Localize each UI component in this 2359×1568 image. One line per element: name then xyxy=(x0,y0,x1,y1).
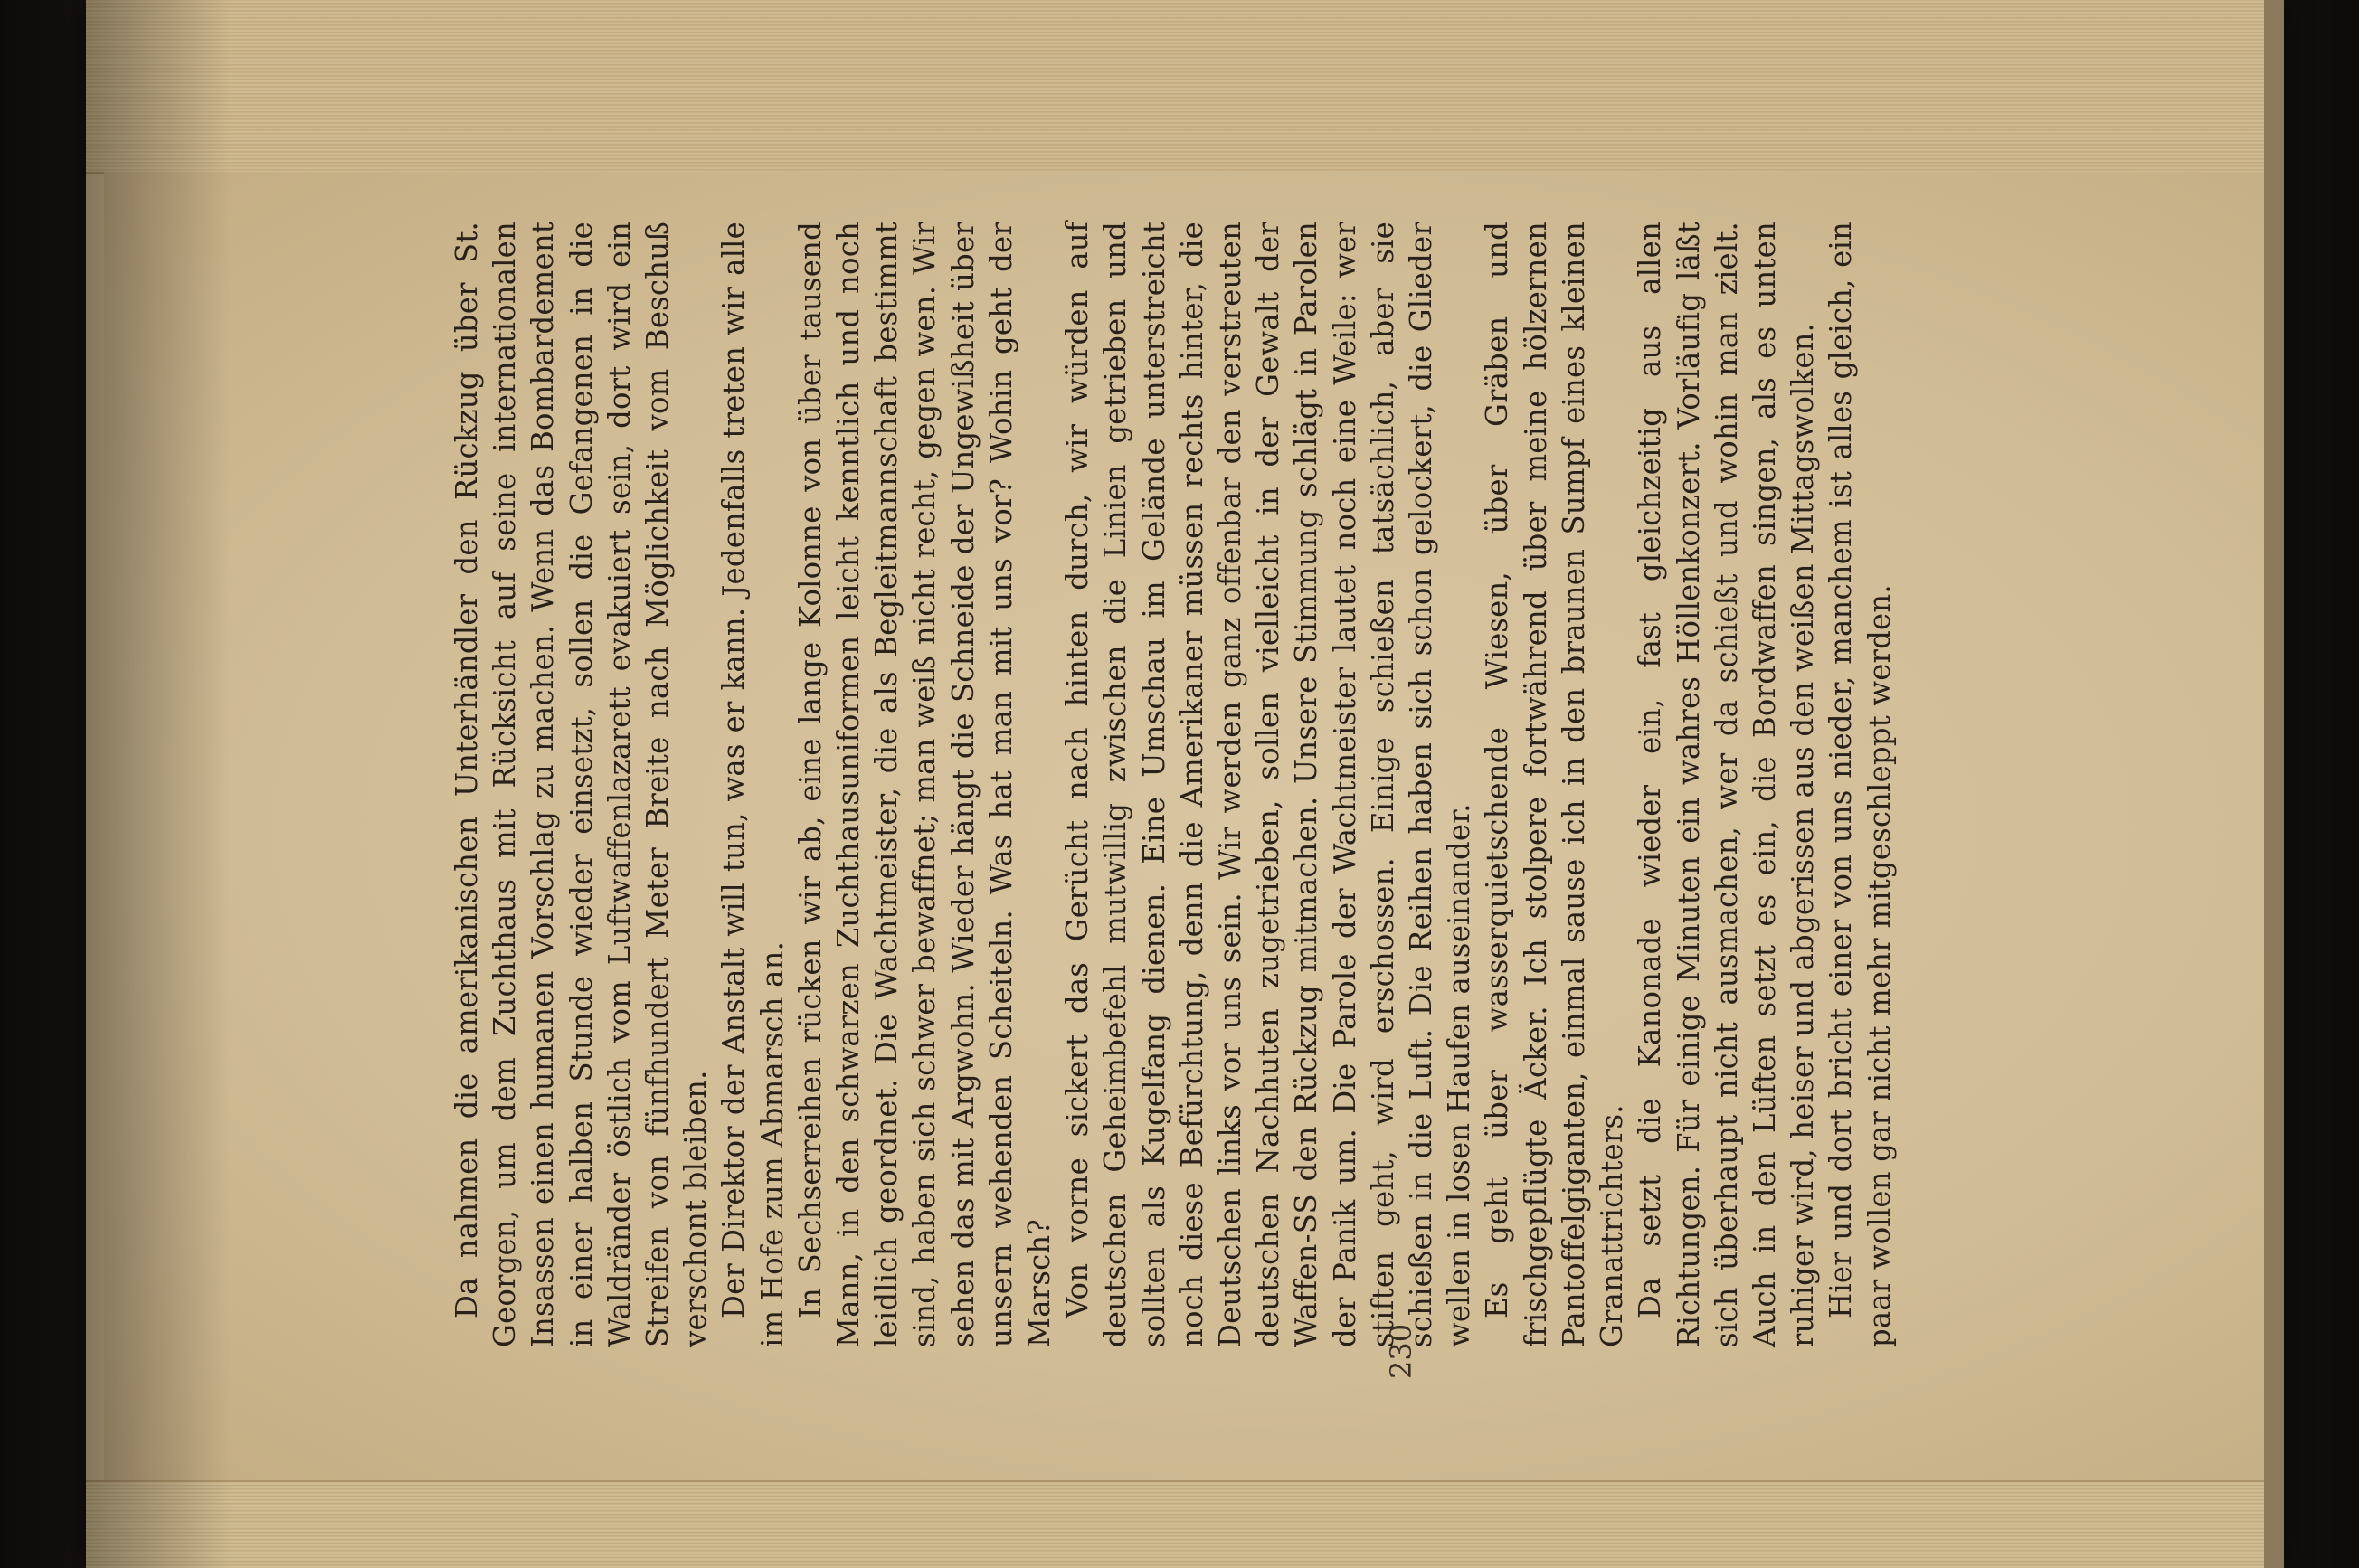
paragraph: Von vorne sickert das Gerücht nach hinten durch, wir würden auf deutschen Geheimbefehl mutwillig zwischen die Linien getrieben und sollten als Kugelfang dienen. Eine Umschau im Gelände unterstreicht noch diese Befürchtung, denn die Amerikaner müssen rechts hinter, die Deutschen links vor uns sein. Wir werden ganz offenbar den verstreuten deutschen Nachhuten zugetrieben, sollen vielleicht in der Gewalt der Waffen-SS den Rückzug mitmachen. Unsere Stimmung schlägt in Parolen der Panik um. Die Parole der Wachtmeister lautet noch eine Weile: wer stiften geht, wird erschossen. Einige schießen tatsächlich, aber sie schießen in die Luft. Die Reihen haben sich schon gelockert, die Glieder wellen in losen Haufen auseinander. xyxy=(1060,222,1477,1347)
paragraph: Der Direktor der Anstalt will tun, was er kann. Jedenfalls treten wir alle im Hofe zum Abmarsch an. xyxy=(716,222,790,1347)
paragraph: Da setzt die Kanonade wieder ein, fast gleichzeitig aus allen Richtungen. Für einige Minuten ein wahres Höllenkonzert. Vorläufig läßt sich überhaupt nicht ausmachen, wer da schießt und wohin man zielt. Auch in den Lüften setzt es ein, die Bordwaffen singen, als es unten ruhiger wird, heiser und abgerissen aus den weißen Mittagswolken. xyxy=(1633,222,1821,1347)
paragraph: Hier und dort bricht einer von uns nieder, manchem ist alles gleich, ein paar wollen gar nicht mehr mitgeschleppt werden. xyxy=(1824,222,1897,1347)
page-number: 230 xyxy=(1384,1323,1418,1379)
book xyxy=(86,0,2284,1568)
rotated-page-content xyxy=(127,14,2189,1469)
paragraph: In Sechserreihen rücken wir ab, eine lange Kolonne von über tausend Mann, in den schwarzen Zuchthausuniformen leicht kenntlich und noch leidlich geordnet. Die Wachtmeister, die als Begleitmannschaft bestimmt sind, haben sich schwer bewaffnet; man weiß nicht recht, gegen wen. Wir sehen das mit Argwohn. Wieder hängt die Schneide der Ungewißheit über unsern wehenden Scheiteln. Was hat man mit uns vor? Wohin geht der Marsch? xyxy=(792,222,1057,1347)
paragraph: Es geht über wasserquietschende Wiesen, über Gräben und frischgepflügte Äcker. Ich stolpere fortwährend über meine hölzernen Pantoffelgiganten, einmal sause ich in den braunen Sumpf eines kleinen Granattrichters. xyxy=(1480,222,1630,1347)
page-edges-bottom xyxy=(86,1480,2284,1568)
body-text xyxy=(448,222,1899,1347)
book-cover-edge xyxy=(2264,0,2284,1568)
paragraph: Da nahmen die amerikanischen Unterhändler den Rückzug über St. Georgen, um dem Zuchthaus mit Rücksicht auf seine internationalen Insassen einen humanen Vorschlag zu machen. Wenn das Bombardement in einer halben Stunde wieder einsetzt, sollen die Gefangenen in die Waldränder östlich vom Luftwaffenlazarett evakuiert sein, dort wird ein Streifen von fünfhundert Meter Breite nach Möglichkeit vom Beschuß verschont bleiben. xyxy=(450,222,714,1347)
